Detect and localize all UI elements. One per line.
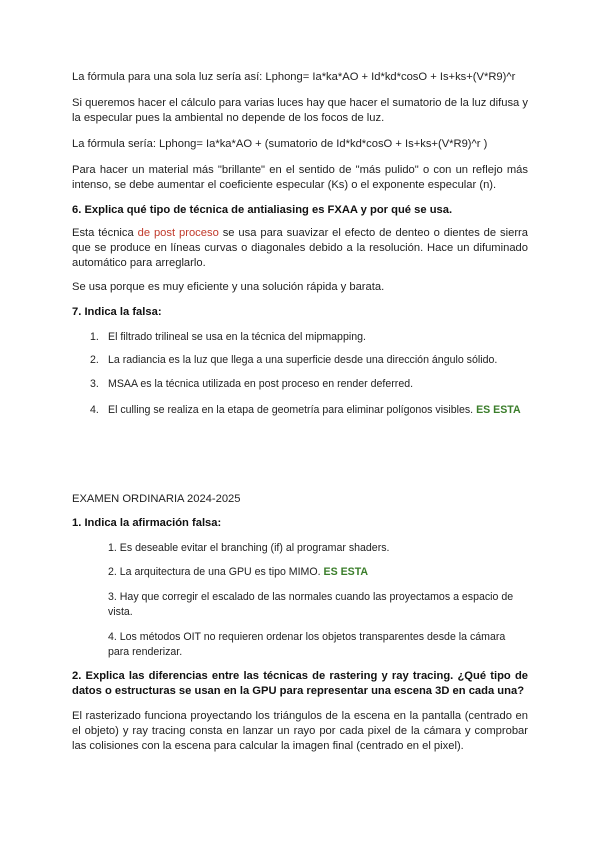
- exam-option-text: 2. La arquitectura de una GPU es tipo MIMO.: [108, 566, 321, 578]
- answer-mark: ES ESTA: [323, 566, 369, 578]
- formula-multiple-lights: La fórmula sería: Lphong= Ia*ka*AO + (sumatorio de Id*kd*cosO + Is+ks+(V*R9)^r ): [72, 138, 488, 150]
- list-item-text: La radiancia es la luz que llega a una superficie desde una dirección ángulo sólido.: [108, 354, 498, 366]
- list-item-text: El filtrado trilineal se usa en la técnica del mipmapping.: [108, 331, 366, 343]
- exam-question-1: 1. Indica la afirmación falsa:: [72, 517, 222, 529]
- exam-option: [108, 541, 528, 556]
- answer-6-post: se usa para suavizar el efecto de denteo o dientes de sierra que se produce en líneas curvas o diagonales debido a la resolución. Hace un difuminado automático para arreglarlo.: [72, 227, 528, 269]
- list-item-text: [108, 403, 528, 418]
- exam-option: [108, 630, 528, 660]
- answer-mark: ES ESTA: [476, 404, 521, 416]
- question-6: 6. Explica qué tipo de técnica de antialiasing es FXAA y por qué se usa.: [72, 204, 453, 216]
- exam-option: [108, 590, 528, 620]
- exam-title: EXAMEN ORDINARIA 2024-2025: [72, 493, 241, 505]
- list-item-number: 1.: [90, 331, 99, 343]
- exam-answer-2: El rasterizado funciona proyectando los triángulos de la escena en la pantalla (centrado en el objeto) y ray tracing consta en lanzar un rayo por cada pixel de la cámara y comprobar las colisiones con la escena para calcular la imagen final (centrado en el pixel).: [72, 710, 528, 752]
- paragraph-brillante: Para hacer un material más "brillante" en el sentido de "más pulido" o con un reflejo más intenso, se debe aumentar el coeficiente especular (Ks) o el exponente especular (n).: [72, 164, 528, 191]
- answer-6-reason: Se usa porque es muy eficiente y una solución rápida y barata.: [72, 281, 385, 293]
- formula-single-light: La fórmula para una sola luz sería así: Lphong= Ia*ka*AO + Id*kd*cosO + Is+ks+(V*R9)^r: [72, 71, 516, 83]
- exam-question-2: 2. Explica las diferencias entre las técnicas de rastering y ray tracing. ¿Qué tipo de datos o estructuras se usan en la GPU para representar una escena 3D en cada una?: [72, 670, 528, 697]
- exam-option-text: 1. Es deseable evitar el branching (if) al programar shaders.: [108, 542, 390, 554]
- question-7: 7. Indica la falsa:: [72, 306, 162, 318]
- exam-option-text: 4. Los métodos OIT no requieren ordenar los objetos transparentes desde la cámara para renderizar.: [108, 631, 506, 658]
- paragraph-multiple-lights: Si queremos hacer el cálculo para varias luces hay que hacer el sumatorio de la luz difusa y la especular pues la ambiental no depende de los focos de luz.: [72, 97, 528, 124]
- answer-6: [72, 226, 528, 271]
- list-item-number: 2.: [90, 354, 99, 366]
- list-item-number: 4.: [90, 404, 99, 416]
- list-item-body: El culling se realiza en la etapa de geometría para eliminar polígonos visibles.: [108, 404, 474, 416]
- list-item-number: 3.: [90, 378, 99, 390]
- answer-6-pre: Esta técnica: [72, 227, 138, 239]
- exam-option: [108, 565, 528, 580]
- exam-option-text: 3. Hay que corregir el escalado de las normales cuando las proyectamos a espacio de vista.: [108, 591, 514, 618]
- list-item-text: MSAA es la técnica utilizada en post proceso en render deferred.: [108, 378, 414, 390]
- answer-6-highlight: de post proceso: [137, 227, 219, 239]
